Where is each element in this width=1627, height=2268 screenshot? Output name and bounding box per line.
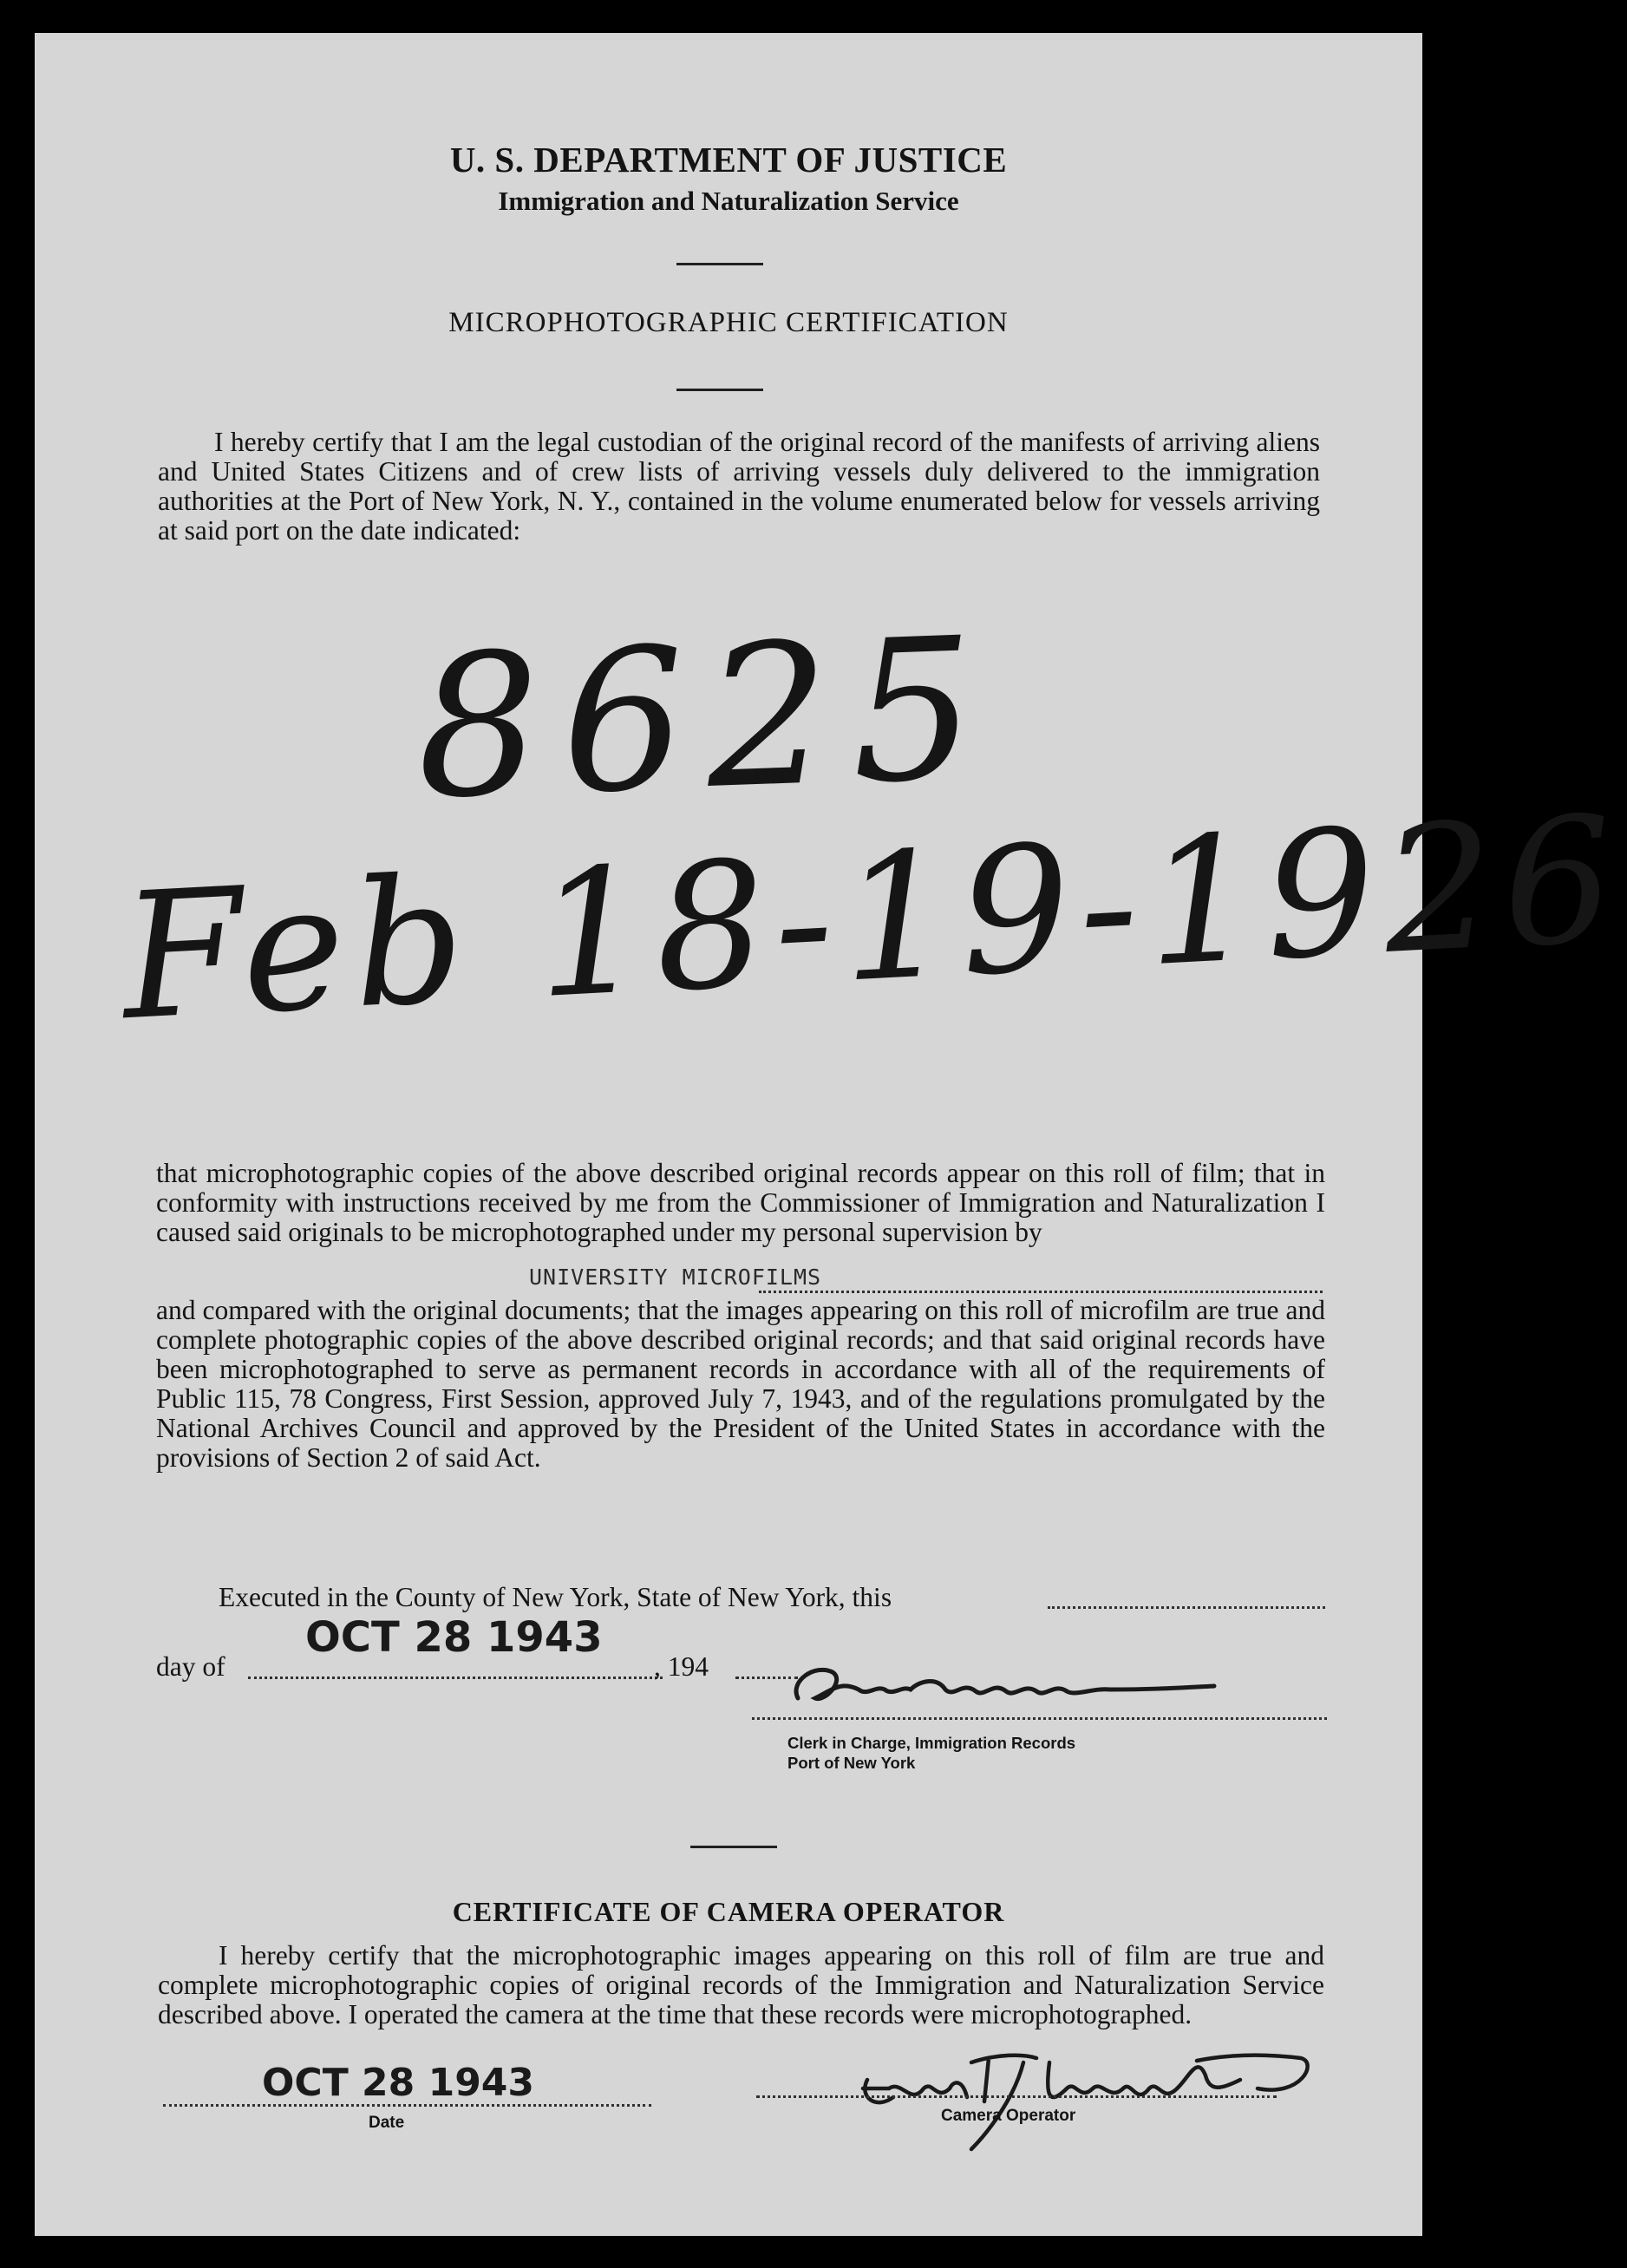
volume-dates-handwritten: Feb 18-19-1926: [117, 778, 1627, 1060]
camera-certificate-text: [158, 1941, 1324, 2029]
executed-text: Executed in the County of New York, State of New York, this: [219, 1582, 892, 1612]
body-text-part1: that microphotographic copies of the above described original records appear on this roll of film; that in conformity with instructions received by me from the Commissioner of Immigration and Naturalization I caused said originals to be microphotographed under my personal supervision by: [156, 1158, 1325, 1247]
clerk-title: [787, 1733, 1075, 1773]
divider: [676, 389, 763, 391]
document-page: [35, 33, 1627, 2236]
day-of-label: day of: [156, 1651, 225, 1682]
camera-operator-signature: [850, 2028, 1405, 2201]
body-text-part2: and compared with the original documents; that the images appearing on this roll of microfilm are true and complete photographic copies of the above described original records; and that said original records have been microphotographed to serve as permanent records in accordance with all of the requirements of Public 115, 78 Congress, First Session, approved July 7, 1943, and of the regulations promulgated by the National Archives Council and approved by the President of the United States in accordance with the provisions of Section 2 of said Act.: [156, 1295, 1325, 1473]
clerk-title-line: Clerk in Charge, Immigration Records: [787, 1734, 1076, 1752]
camera-date-stamp: OCT 28 1943: [262, 2061, 535, 2105]
photographer-name: UNIVERSITY MICROFILMS: [529, 1265, 822, 1290]
photographer-dotted-line: [759, 1291, 1323, 1293]
service-subtitle: Immigration and Naturalization Service: [498, 186, 959, 216]
year-prefix: , 194: [654, 1651, 709, 1682]
divider: [690, 1846, 777, 1848]
intro-text: I hereby certify that I am the legal custodian of the original record of the manifests of arriving aliens and United States Citizens and of crew lists of arriving vessels duly delivered to the immigration authorities at the Port of New York, N. Y., contained in the volume enumerated below for vessels arriving at said port on the date indicated:: [158, 427, 1320, 546]
date-stamp: OCT 28 1943: [305, 1613, 603, 1662]
executed-dotted-line: [1048, 1606, 1325, 1609]
volume-number-handwritten: 8625: [412, 595, 1000, 843]
department-title: U. S. DEPARTMENT OF JUSTICE: [449, 140, 1008, 180]
divider: [676, 263, 763, 265]
camera-certificate-title: CERTIFICATE OF CAMERA OPERATOR: [452, 1896, 1005, 1927]
operator-label: Camera Operator: [941, 2107, 1076, 2125]
operator-dotted-line: [756, 2095, 1277, 2098]
certification-intro: [158, 428, 1320, 546]
date-label: Date: [369, 2114, 405, 2132]
camera-text: I hereby certify that the microphotographic images appearing on this roll of film are true and complete microphotographic copies of original records of the Immigration and Naturalization Service described above. I operated the camera at the time that these records were microphotographed.: [158, 1940, 1324, 2029]
certification-title: MICROPHOTOGRAPHIC CERTIFICATION: [448, 307, 1009, 338]
certification-body-cont: [156, 1296, 1325, 1473]
day-dotted-line: [248, 1676, 663, 1679]
clerk-dotted-line: [752, 1717, 1327, 1720]
clerk-location-line: Port of New York: [787, 1754, 916, 1772]
certification-body: [156, 1159, 1325, 1247]
